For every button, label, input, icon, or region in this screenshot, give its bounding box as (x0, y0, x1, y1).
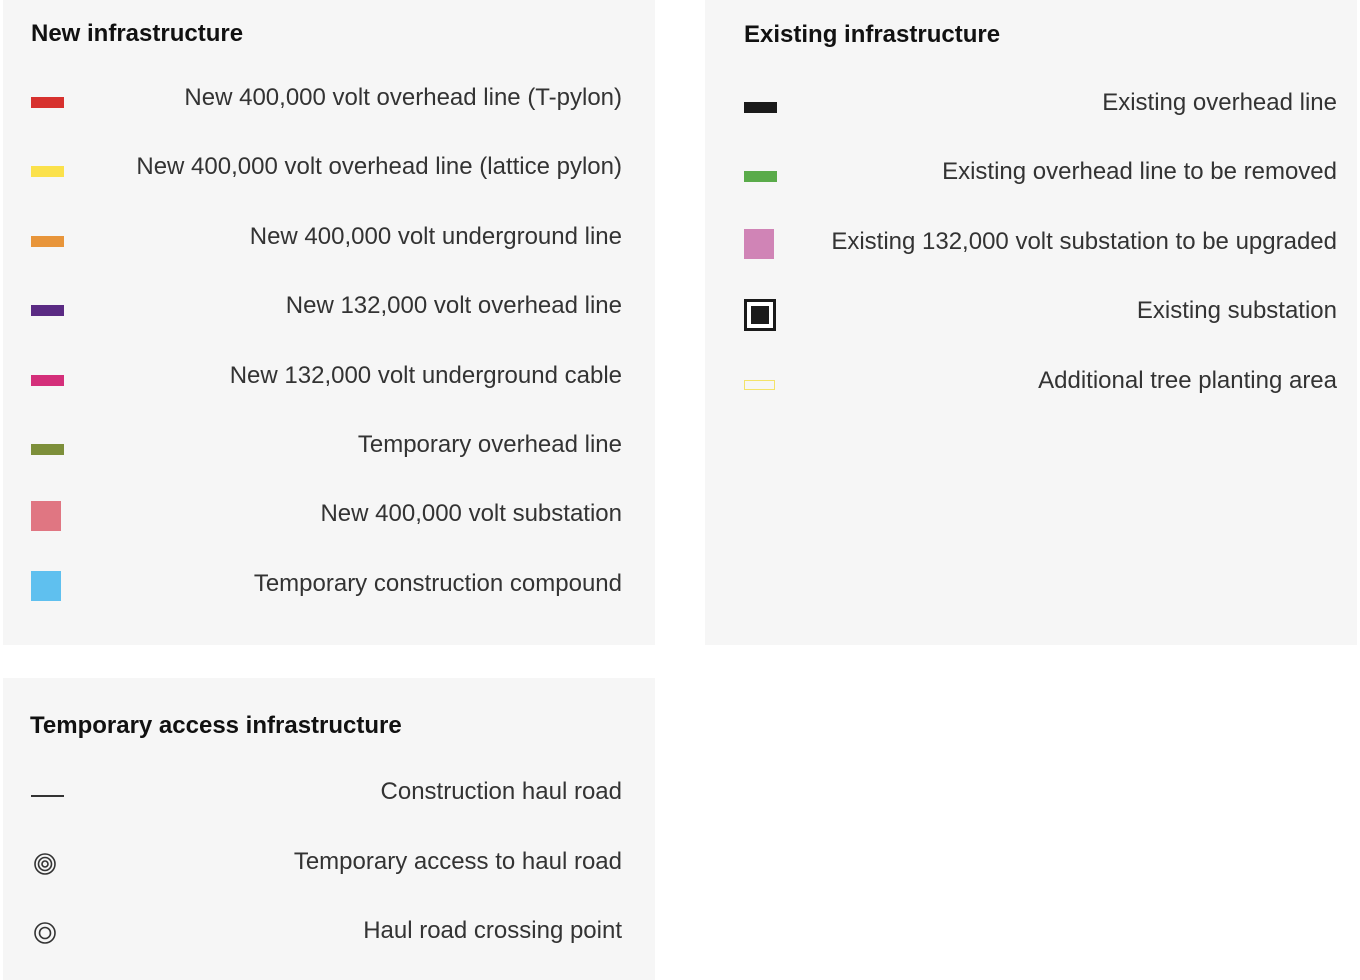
existing-infrastructure-panel (705, 0, 1357, 645)
legend-item (705, 222, 1357, 262)
new-infrastructure-panel (3, 0, 655, 645)
legend-item-label: Temporary construction compound (253, 569, 622, 597)
legend-item (3, 842, 655, 882)
triple-ring-icon (33, 852, 57, 876)
legend-item-label: Haul road crossing point (363, 917, 622, 944)
legend-item-label: Temporary access to haul road (293, 847, 622, 875)
legend-item (705, 291, 1357, 331)
legend-item (705, 83, 1357, 123)
legend-item (3, 78, 655, 118)
green-line-icon (744, 171, 777, 182)
legend-item-label: New 400,000 volt underground line (249, 222, 622, 250)
mauve-square-icon (744, 229, 774, 259)
red-line-icon (31, 97, 64, 108)
pink-square-icon (31, 501, 61, 531)
legend-item-label: Construction haul road (380, 778, 622, 805)
orange-line-icon (31, 236, 64, 247)
legend-item (3, 286, 655, 326)
legend-item-label: Existing 132,000 volt substation to be upgraded (831, 227, 1337, 255)
double-ring-icon (33, 921, 57, 945)
new-infrastructure-title: New infrastructure (31, 20, 244, 47)
substation-icon (744, 299, 776, 331)
legend-item (3, 425, 655, 465)
legend-item-label: New 400,000 volt overhead line (T-pylon) (184, 84, 622, 111)
olive-line-icon (31, 444, 64, 455)
legend-item (3, 911, 655, 951)
temporary-access-panel (3, 678, 655, 980)
legend-item (3, 494, 655, 534)
haul-road-line-icon (31, 795, 64, 797)
legend-item-label: Existing substation (1136, 297, 1337, 325)
legend-item (3, 564, 655, 604)
existing-infrastructure-title: Existing infrastructure (744, 21, 1001, 48)
legend-item-label: Existing overhead line (1102, 89, 1337, 116)
legend-item (3, 356, 655, 396)
legend-item-label: New 132,000 volt overhead line (285, 292, 622, 320)
legend-item-label: New 400,000 volt substation (320, 500, 622, 528)
legend-item (3, 772, 655, 812)
legend-item-label: New 400,000 volt overhead line (lattice pylon) (136, 153, 622, 181)
legend-item-label: Temporary overhead line (357, 431, 622, 458)
legend-item (705, 361, 1357, 401)
temporary-access-title: Temporary access infrastructure (30, 712, 402, 739)
black-line-icon (744, 102, 777, 113)
legend-item-label: Additional tree planting area (1038, 366, 1337, 394)
magenta-line-icon (31, 375, 64, 386)
legend-item (705, 152, 1357, 192)
legend-item-label: Existing overhead line to be removed (942, 158, 1337, 186)
yellow-outline-icon (744, 380, 775, 390)
legend-item (3, 217, 655, 257)
purple-line-icon (31, 305, 64, 316)
legend-item-label: New 132,000 volt underground cable (229, 361, 622, 389)
legend-item (3, 147, 655, 187)
yellow-line-icon (31, 166, 64, 177)
blue-square-icon (31, 571, 61, 601)
